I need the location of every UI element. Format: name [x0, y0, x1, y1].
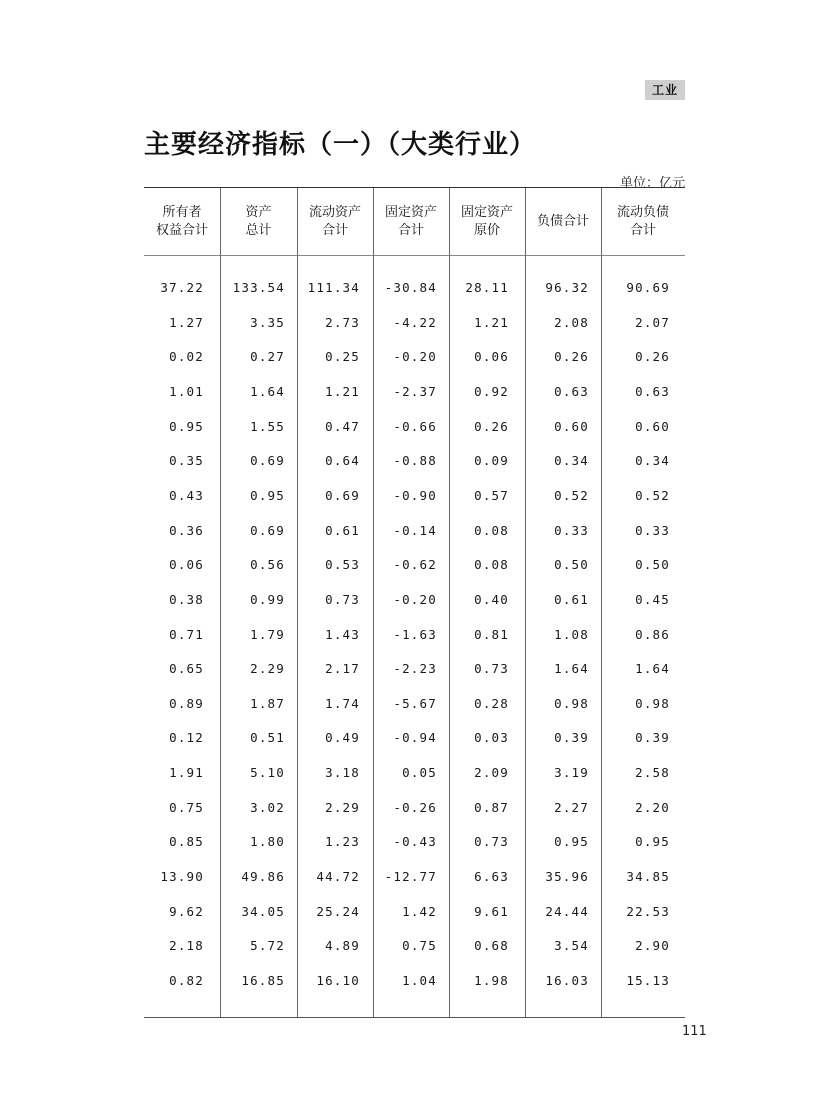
table-cell: -0.43 [393, 834, 437, 850]
table-cell: 28.11 [465, 280, 509, 295]
table-cell: 0.06 [169, 557, 204, 573]
table-cell: 0.26 [554, 349, 589, 365]
table-cell: 1.01 [169, 383, 204, 399]
table-cell: 0.12 [169, 730, 204, 746]
table-cell: -4.22 [393, 314, 437, 330]
table-cell: 9.61 [474, 903, 509, 919]
table-cell: 0.38 [169, 591, 204, 607]
column-header-line: 固定资产 [460, 204, 513, 220]
table-cell: 0.25 [325, 349, 360, 365]
table-cell: 1.55 [250, 418, 285, 434]
column-header [449, 188, 525, 255]
table-cell: 0.98 [635, 695, 670, 711]
column-header-line: 所有者 [162, 204, 202, 220]
table-cell: 1.27 [169, 314, 204, 330]
table-row [144, 797, 685, 819]
table-cell: 111.34 [307, 280, 360, 295]
table-cell: 15.13 [626, 973, 670, 988]
column-header-line: 流动负债 [616, 204, 669, 220]
table-cell: 34.85 [626, 869, 670, 885]
table-cell: 96.32 [545, 280, 589, 295]
table-cell: 0.73 [325, 591, 360, 607]
table-cell: 5.10 [250, 765, 285, 781]
table-cell: 0.56 [250, 557, 285, 573]
column-header-line: 负债合计 [536, 213, 589, 229]
table-cell: 1.87 [250, 695, 285, 711]
table-cell: 0.06 [474, 349, 509, 365]
table-cell: -5.67 [393, 695, 437, 711]
table-cell: 1.98 [474, 973, 509, 988]
table-cell: 2.07 [635, 314, 670, 330]
table-cell: 0.33 [554, 522, 589, 538]
table-cell: 0.52 [635, 487, 670, 503]
table-cell: 0.28 [474, 695, 509, 711]
table-cell: 0.39 [554, 730, 589, 746]
table-cell: 0.69 [325, 487, 360, 503]
table-cell: 0.92 [474, 383, 509, 399]
table-row [144, 450, 685, 472]
table-cell: -12.77 [384, 869, 437, 885]
column-header-line: 原价 [473, 222, 500, 238]
column-header [601, 188, 685, 255]
table-cell: 0.69 [250, 453, 285, 469]
table-cell: 1.04 [402, 973, 437, 988]
table-cell: 34.05 [241, 903, 285, 919]
page-number: 111 [682, 1024, 707, 1039]
table-cell: 1.21 [474, 314, 509, 330]
column-header [297, 188, 373, 255]
table-cell: 0.50 [635, 557, 670, 573]
column-header-line: 固定资产 [384, 204, 437, 220]
table-cell: 13.90 [160, 869, 204, 885]
table-cell: 2.27 [554, 799, 589, 815]
table-row [144, 520, 685, 542]
table-cell: 0.09 [474, 453, 509, 469]
table-cell: 0.43 [169, 487, 204, 503]
table-cell: 2.17 [325, 661, 360, 677]
table-cell: 0.34 [554, 453, 589, 469]
table-cell: 35.96 [545, 869, 589, 885]
table-cell: 0.68 [474, 938, 509, 954]
table-cell: 6.63 [474, 869, 509, 885]
table-cell: 0.73 [474, 834, 509, 850]
table-cell: 0.49 [325, 730, 360, 746]
table-cell: -0.88 [393, 453, 437, 469]
table-cell: 0.65 [169, 661, 204, 677]
table-cell: 0.40 [474, 591, 509, 607]
table-row [144, 727, 685, 749]
table-cell: 0.89 [169, 695, 204, 711]
table-cell: 0.63 [635, 383, 670, 399]
table-cell: 2.20 [635, 799, 670, 815]
table-row [144, 831, 685, 853]
table-cell: 0.57 [474, 487, 509, 503]
table-cell: 0.95 [250, 487, 285, 503]
table-cell: -0.20 [393, 349, 437, 365]
table-cell: 16.10 [316, 973, 360, 988]
table-cell: 0.98 [554, 695, 589, 711]
page-title: 主要经济指标（一）（大类行业） [144, 130, 537, 160]
table-cell: 37.22 [160, 280, 204, 295]
column-header [525, 188, 601, 255]
table-cell: 3.02 [250, 799, 285, 815]
column-header-line: 合计 [397, 222, 424, 238]
table-cell: 16.85 [241, 973, 285, 988]
table-cell: 1.80 [250, 834, 285, 850]
table-row [144, 901, 685, 923]
table-row [144, 866, 685, 888]
table-cell: -0.20 [393, 591, 437, 607]
column-header-line: 流动资产 [308, 204, 361, 220]
table-cell: 1.64 [635, 661, 670, 677]
table-cell: 0.02 [169, 349, 204, 365]
table-cell: 0.50 [554, 557, 589, 573]
table-cell: 3.54 [554, 938, 589, 954]
table-cell: 0.87 [474, 799, 509, 815]
table-cell: 0.81 [474, 626, 509, 642]
table-row [144, 970, 685, 992]
table-cell: 25.24 [316, 903, 360, 919]
table-cell: 0.26 [474, 418, 509, 434]
table-cell: 1.64 [250, 383, 285, 399]
table-cell: 0.69 [250, 522, 285, 538]
table-cell: 0.60 [635, 418, 670, 434]
table-row [144, 624, 685, 646]
table-row [144, 416, 685, 438]
table-row [144, 346, 685, 368]
table-cell: 0.34 [635, 453, 670, 469]
column-header-line: 合计 [629, 222, 656, 238]
table-cell: 0.75 [402, 938, 437, 954]
table-cell: -2.37 [393, 383, 437, 399]
table-cell: -0.90 [393, 487, 437, 503]
table-cell: 0.63 [554, 383, 589, 399]
table-cell: 0.64 [325, 453, 360, 469]
table-cell: -1.63 [393, 626, 437, 642]
table-cell: 0.45 [635, 591, 670, 607]
table-cell: 0.27 [250, 349, 285, 365]
column-header-line: 总计 [245, 222, 272, 238]
table-cell: 0.51 [250, 730, 285, 746]
table-cell: 0.71 [169, 626, 204, 642]
table-cell: 2.29 [325, 799, 360, 815]
column-header [220, 188, 297, 255]
table-cell: 2.90 [635, 938, 670, 954]
table-cell: 0.60 [554, 418, 589, 434]
table-cell: 0.08 [474, 522, 509, 538]
table-cell: -0.26 [393, 799, 437, 815]
header-divider [144, 255, 685, 256]
table-cell: 0.61 [554, 591, 589, 607]
table-cell: 2.29 [250, 661, 285, 677]
table-cell: 1.79 [250, 626, 285, 642]
table-cell: -30.84 [384, 280, 437, 295]
table-cell: 0.75 [169, 799, 204, 815]
table-cell: 0.82 [169, 973, 204, 988]
table-cell: 1.23 [325, 834, 360, 850]
table-cell: 2.58 [635, 765, 670, 781]
table-cell: 2.73 [325, 314, 360, 330]
table-cell: 0.95 [169, 418, 204, 434]
table-cell: 0.39 [635, 730, 670, 746]
table-cell: 49.86 [241, 869, 285, 885]
section-tab: 工业 [645, 80, 685, 100]
table-cell: 2.18 [169, 938, 204, 954]
table-cell: 1.21 [325, 383, 360, 399]
table-cell: 2.08 [554, 314, 589, 330]
table-cell: 0.61 [325, 522, 360, 538]
column-header [144, 188, 220, 255]
table-cell: 2.09 [474, 765, 509, 781]
table-cell: 0.05 [402, 765, 437, 781]
table-cell: 3.35 [250, 314, 285, 330]
table-cell: 4.89 [325, 938, 360, 954]
table-row [144, 693, 685, 715]
table-row [144, 277, 685, 299]
table-cell: -0.94 [393, 730, 437, 746]
table-cell: 0.53 [325, 557, 360, 573]
table-row [144, 935, 685, 957]
table-row [144, 762, 685, 784]
table-cell: 0.95 [554, 834, 589, 850]
table-cell: 0.73 [474, 661, 509, 677]
table-cell: 0.35 [169, 453, 204, 469]
table-cell: -0.14 [393, 522, 437, 538]
table-row [144, 658, 685, 680]
column-header-line: 合计 [321, 222, 348, 238]
table-cell: 0.26 [635, 349, 670, 365]
table-row [144, 485, 685, 507]
table-row [144, 312, 685, 334]
table-cell: 3.19 [554, 765, 589, 781]
table-cell: -0.62 [393, 557, 437, 573]
table-cell: 5.72 [250, 938, 285, 954]
table-row [144, 554, 685, 576]
table-cell: 133.54 [232, 280, 285, 295]
data-table [144, 187, 685, 1018]
table-cell: 0.95 [635, 834, 670, 850]
table-cell: 1.42 [402, 903, 437, 919]
table-cell: 0.33 [635, 522, 670, 538]
table-cell: -2.23 [393, 661, 437, 677]
table-cell: 0.85 [169, 834, 204, 850]
table-cell: 9.62 [169, 903, 204, 919]
table-cell: 0.03 [474, 730, 509, 746]
table-cell: 0.99 [250, 591, 285, 607]
table-cell: 0.86 [635, 626, 670, 642]
column-header-line: 资产 [245, 204, 272, 220]
unit-label: 单位：亿元 [619, 176, 685, 191]
table-cell: 22.53 [626, 903, 670, 919]
table-cell: 0.52 [554, 487, 589, 503]
table-cell: 24.44 [545, 903, 589, 919]
column-header-line: 权益合计 [155, 222, 208, 238]
column-header [373, 188, 449, 255]
table-row [144, 589, 685, 611]
table-cell: 16.03 [545, 973, 589, 988]
table-cell: 1.64 [554, 661, 589, 677]
table-cell: 1.74 [325, 695, 360, 711]
table-cell: 44.72 [316, 869, 360, 885]
table-row [144, 381, 685, 403]
table-cell: 1.91 [169, 765, 204, 781]
table-cell: 90.69 [626, 280, 670, 295]
table-cell: 0.47 [325, 418, 360, 434]
table-cell: 0.08 [474, 557, 509, 573]
table-cell: 1.08 [554, 626, 589, 642]
table-cell: 3.18 [325, 765, 360, 781]
table-cell: 0.36 [169, 522, 204, 538]
table-cell: -0.66 [393, 418, 437, 434]
table-cell: 1.43 [325, 626, 360, 642]
